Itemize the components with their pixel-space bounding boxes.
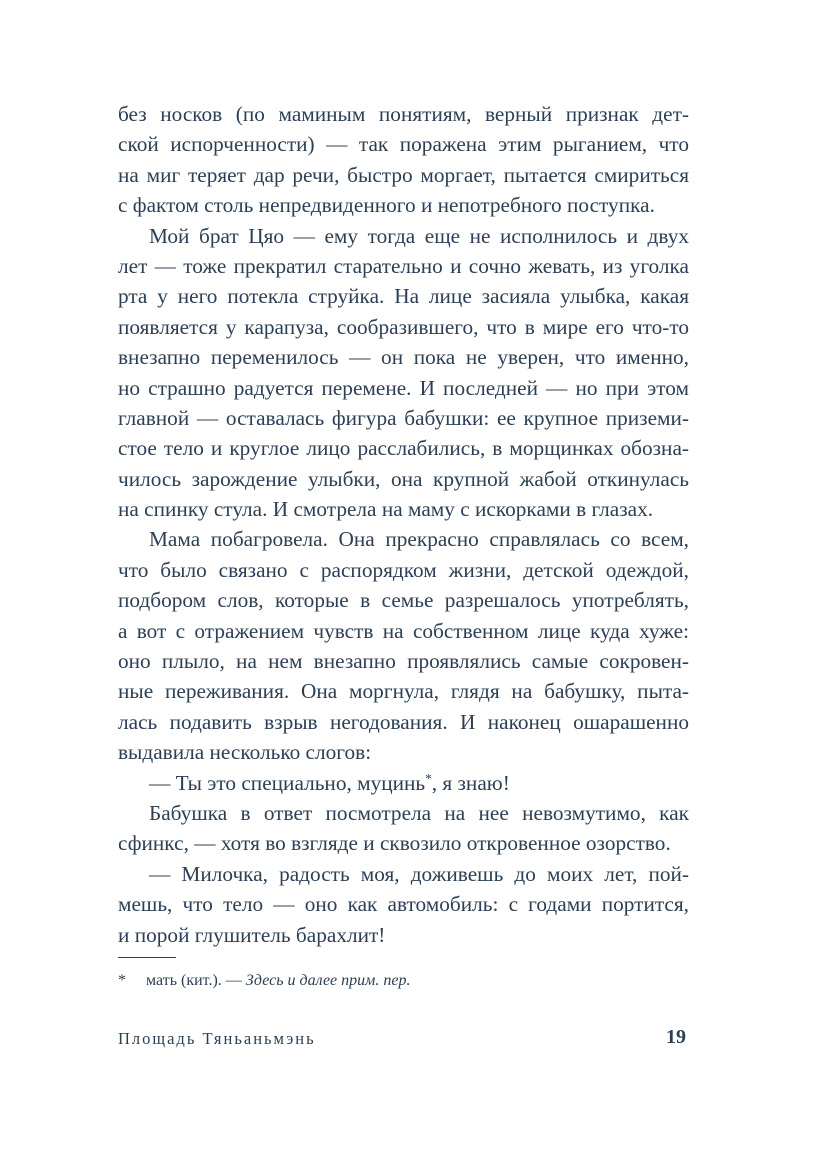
paragraphs-after-quote	[118, 798, 689, 950]
text-line: мешь, что тело — оно как автомобиль: с годами портится,	[118, 892, 689, 917]
text-line: а вот с отражением чувств на собственном лице куда хуже:	[118, 618, 689, 643]
text-line: что было связано с распорядком жизни, детской одеждой,	[118, 557, 689, 582]
text-line: подбором слов, которые в семье разрешалось употреблять,	[118, 588, 689, 613]
footnote-mark: *	[118, 972, 126, 989]
text-line: рта у него потекла струйка. На лице засияла улыбка, какая	[118, 284, 689, 309]
dialogue-line	[118, 768, 689, 798]
text-line: с фактом столь непредвиденного и непотребного поступка.	[118, 193, 655, 218]
text-line: без носков (по маминым понятиям, верный признак дет-	[118, 102, 689, 126]
body-text	[118, 99, 689, 950]
paragraphs-before-quote	[118, 99, 689, 768]
text-line: на спинку стула. И смотрела на маму с искорками в глазах.	[118, 497, 654, 522]
text-line: выдавила несколько слогов:	[118, 740, 372, 765]
text-line: сфинкс, — хотя во взгляде и сквозило откровенное озорство.	[118, 831, 671, 856]
text-line: лась подавить взрыв негодования. И наконец ошарашенно	[118, 709, 689, 734]
text-line: чилось зарождение улыбки, она крупной жабой откинулась	[118, 466, 689, 491]
text-line: — Милочка, радость моя, доживешь до моих лет, пой-	[149, 861, 689, 886]
text-line: оно плыло, на нем внезапно проявлялись самые сокровен-	[118, 649, 689, 674]
text-line: главной — оставалась фигура бабушки: ее крупное приземи-	[118, 405, 689, 430]
text-line: ные переживания. Она моргнула, глядя на бабушку, пыта-	[118, 679, 689, 704]
text-line: но страшно радуется перемене. И последней — но при этом	[118, 375, 689, 400]
text-line: ской испорченности) — так поражена этим рыганием, что	[118, 132, 689, 157]
dialogue-text-end: , я знаю!	[431, 770, 510, 795]
text-line: Мама побагровела. Она прекрасно справлялась со всем,	[149, 527, 689, 552]
text-line: Мой брат Цяо — ему тогда еще не исполнилось и двух	[149, 223, 689, 248]
text-line: и порой глушитель барахлит!	[118, 922, 386, 947]
text-line: Бабушка в ответ посмотрела на нее невозмутимо, как	[149, 800, 689, 825]
footnote-text: мать (кит.). —	[146, 972, 246, 989]
text-line: на миг теряет дар речи, быстро моргает, пытается смириться	[118, 162, 689, 187]
footnote-separator	[118, 957, 176, 958]
footnote	[118, 970, 410, 992]
footnote-editor-note: Здесь и далее прим. пер.	[245, 972, 411, 989]
footnote-reference[interactable]: *	[425, 770, 432, 786]
text-line: внезапно переменилось — он пока не уверен, что именно,	[118, 345, 689, 370]
text-line: стое тело и круглое лицо расслабились, в морщинках обозна-	[118, 436, 689, 461]
text-line: лет — тоже прекратил старательно и сочно жевать, из уголка	[118, 253, 689, 278]
page-number: 19	[666, 1026, 686, 1048]
text-line: появляется у карапуза, сообразившего, что в мире его что-то	[118, 314, 689, 339]
running-title: Площадь Тяньаньмэнь	[118, 1029, 316, 1048]
dialogue-text: — Ты это специально, муцинь	[149, 770, 426, 795]
